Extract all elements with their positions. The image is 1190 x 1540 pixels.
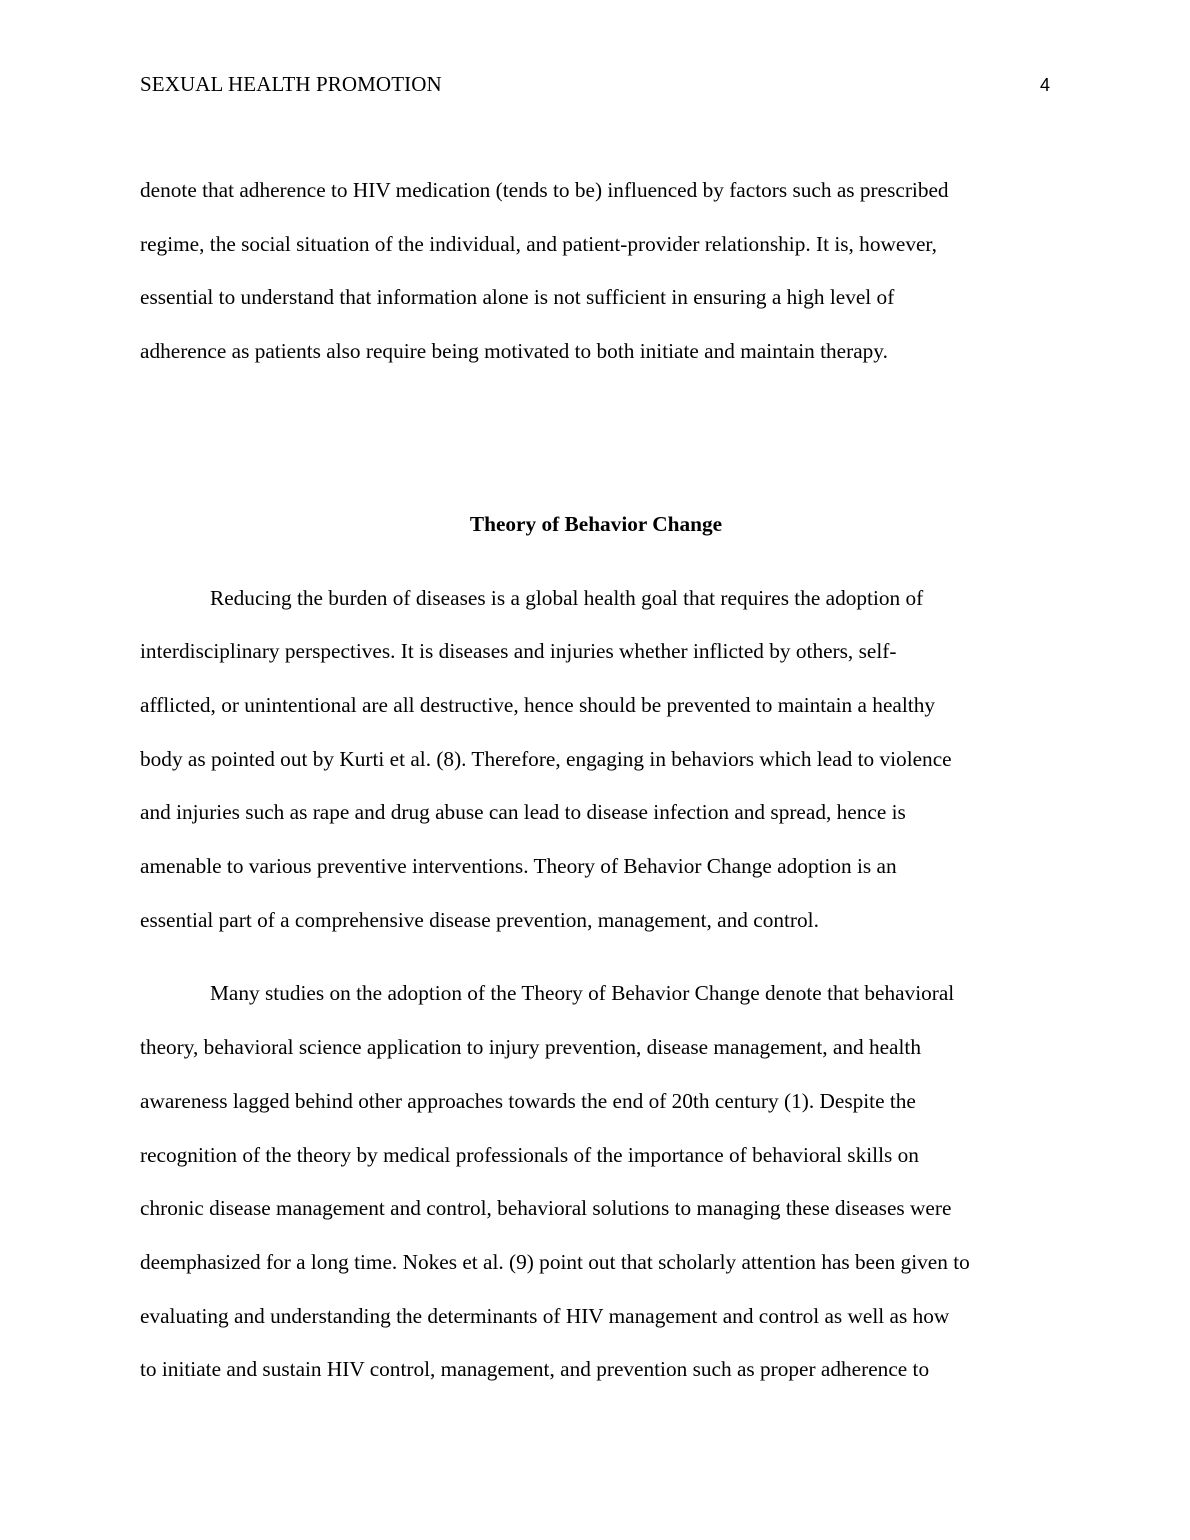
text-line: essential to understand that information alone is not sufficient in ensuring a high level of bbox=[140, 285, 895, 310]
paragraph-reducing-burden bbox=[140, 572, 1052, 948]
text-line: interdisciplinary perspectives. It is diseases and injuries whether inflicted by others, self- bbox=[140, 639, 897, 664]
section-heading: Theory of Behavior Change bbox=[469, 511, 723, 536]
running-head: SEXUAL HEALTH PROMOTION bbox=[140, 72, 442, 96]
text-line: body as pointed out by Kurti et al. (8). Therefore, engaging in behaviors which lead to violence bbox=[140, 746, 952, 771]
text-line: adherence as patients also require being motivated to both initiate and maintain therapy. bbox=[140, 339, 888, 364]
text-line: chronic disease management and control, behavioral solutions to managing these diseases were bbox=[140, 1196, 952, 1221]
paragraph-many-studies bbox=[140, 967, 1052, 1397]
text-line: amenable to various preventive interventions. Theory of Behavior Change adoption is an bbox=[140, 854, 897, 879]
body-text bbox=[140, 164, 1052, 1397]
text-line: theory, behavioral science application to injury prevention, disease management, and health bbox=[140, 1035, 921, 1060]
text-line: evaluating and understanding the determinants of HIV management and control as well as how bbox=[140, 1303, 950, 1328]
text-line: regime, the social situation of the individual, and patient-provider relationship. It is, however, bbox=[140, 231, 937, 256]
paragraph-continued bbox=[140, 164, 1052, 379]
text-line: Many studies on the adoption of the Theory of Behavior Change denote that behavioral bbox=[210, 981, 955, 1006]
text-line: denote that adherence to HIV medication (tends to be) influenced by factors such as prescribed bbox=[140, 178, 949, 202]
text-line: essential part of a comprehensive disease prevention, management, and control. bbox=[140, 907, 819, 932]
page-number: 4 bbox=[1039, 75, 1050, 95]
text-line: recognition of the theory by medical professionals of the importance of behavioral skills on bbox=[140, 1142, 919, 1167]
text-line: to initiate and sustain HIV control, management, and prevention such as proper adherence to bbox=[140, 1357, 930, 1382]
text-line: Reducing the burden of diseases is a global health goal that requires the adoption of bbox=[210, 585, 924, 610]
text-line: deemphasized for a long time. Nokes et al. (9) point out that scholarly attention has been given to bbox=[140, 1249, 970, 1274]
text-line: and injuries such as rape and drug abuse can lead to disease infection and spread, hence is bbox=[140, 800, 906, 825]
text-line: afflicted, or unintentional are all destructive, hence should be prevented to maintain a healthy bbox=[140, 692, 935, 717]
text-line: awareness lagged behind other approaches towards the end of 20th century (1). Despite the bbox=[140, 1088, 916, 1113]
